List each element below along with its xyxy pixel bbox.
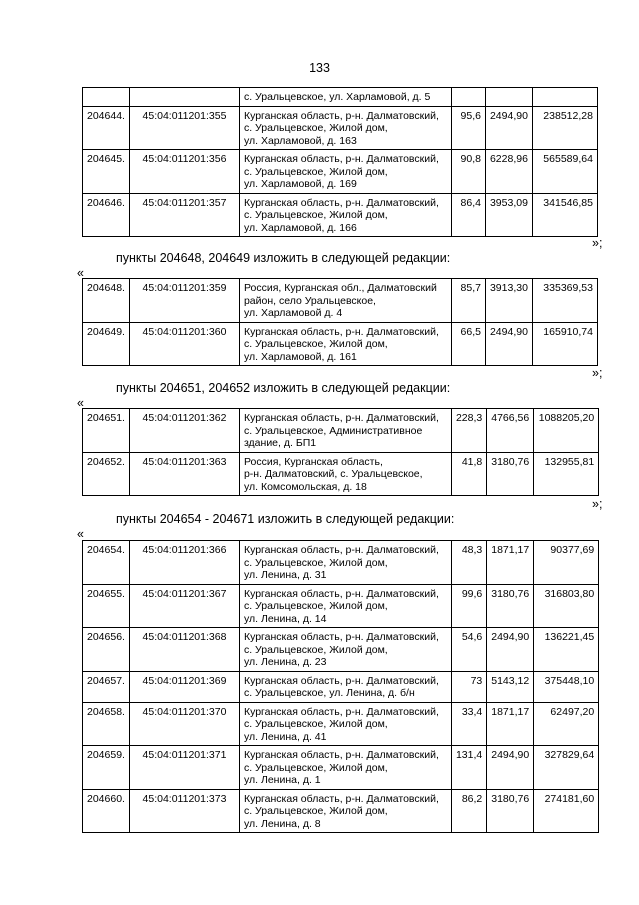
instruction-2: пункты 204651, 204652 изложить в следующей редакции: xyxy=(116,381,451,395)
property-table-4 xyxy=(82,540,599,833)
table-body xyxy=(83,541,599,833)
area-cell: 48,3 xyxy=(451,541,486,585)
area-cell: 86,4 xyxy=(451,193,485,237)
address-line: ул. Ленина, д. 14 xyxy=(243,612,327,625)
address-line: с. Уральцевское, Жилой дом, xyxy=(243,209,388,221)
address-line: здание, д. БП1 xyxy=(243,437,317,449)
area-cell: 131,4 xyxy=(451,746,486,790)
cadastral-value-cell: 132955,81 xyxy=(534,452,599,496)
cadastral-number-cell: 45:04:011201:370 xyxy=(129,702,239,746)
address-line: Курганская область, р-н. Далматовский, xyxy=(243,749,439,761)
cadastral-value-cell: 1088205,20 xyxy=(534,409,599,453)
item-number-cell: 204655. xyxy=(83,584,130,628)
address-line: ул. Ленина, д. 41 xyxy=(243,730,327,743)
property-table-3 xyxy=(82,408,599,496)
unit-value-cell: 1871,17 xyxy=(487,541,534,585)
area-cell: 54,6 xyxy=(451,628,486,672)
unit-value-cell: 3180,76 xyxy=(487,789,534,833)
address-cell xyxy=(239,671,451,702)
address-cell xyxy=(239,409,451,453)
address-line: с. Уральцевское, Жилой дом, xyxy=(243,805,388,817)
address-line: р-н. Далматовский, с. Уральцевское, xyxy=(243,468,423,480)
address-line: район, село Уральцевское, xyxy=(243,294,376,307)
address-line: Россия, Курганская обл., Далматовский xyxy=(243,282,437,294)
address-line: с. Уральцевское, Жилой дом, xyxy=(243,556,388,569)
cadastral-value-cell: 335369,53 xyxy=(532,279,597,323)
address-line: ул. Ленина, д. 8 xyxy=(243,817,321,830)
table-body xyxy=(83,279,598,366)
address-line: Курганская область, р-н. Далматовский, xyxy=(243,153,439,165)
page-number: 133 xyxy=(309,61,330,75)
address-cell xyxy=(239,789,451,833)
address-line: Курганская область, р-н. Далматовский, xyxy=(243,705,439,718)
cadastral-value-cell: 274181,60 xyxy=(534,789,599,833)
cadastral-number-cell: 45:04:011201:366 xyxy=(129,541,239,585)
closing-quote-2: »; xyxy=(592,366,603,380)
table-row xyxy=(83,452,599,496)
address-line: Курганская область, р-н. Далматовский, xyxy=(243,674,439,687)
cadastral-number-cell: 45:04:011201:357 xyxy=(129,193,239,237)
unit-value-cell: 2494,90 xyxy=(487,746,534,790)
cadastral-number-cell xyxy=(129,88,239,107)
address-line: Курганская область, р-н. Далматовский, xyxy=(243,587,439,600)
table-row xyxy=(83,150,598,194)
unit-value-cell: 2494,90 xyxy=(487,628,534,672)
address-line: ул. Ленина, д. 23 xyxy=(243,656,327,668)
item-number-cell xyxy=(83,88,130,107)
unit-value-cell: 2494,90 xyxy=(485,322,532,366)
address-cell xyxy=(239,452,451,496)
address-line: ул. Комсомольская, д. 18 xyxy=(243,480,367,493)
area-cell xyxy=(451,88,485,107)
cadastral-value-cell: 375448,10 xyxy=(534,671,599,702)
table-row xyxy=(83,628,599,672)
unit-value-cell: 6228,96 xyxy=(485,150,532,194)
item-number-cell: 204659. xyxy=(83,746,130,790)
cadastral-number-cell: 45:04:011201:371 xyxy=(129,746,239,790)
area-cell: 228,3 xyxy=(451,409,486,453)
area-cell: 86,2 xyxy=(451,789,486,833)
item-number-cell: 204651. xyxy=(83,409,130,453)
address-cell xyxy=(239,322,451,366)
cadastral-number-cell: 45:04:011201:360 xyxy=(129,322,239,366)
item-number-cell: 204652. xyxy=(83,452,130,496)
address-line: Курганская область, р-н. Далматовский, xyxy=(243,631,439,643)
closing-quote-1: »; xyxy=(592,236,603,250)
address-line: с. Уральцевское, Жилой дом, xyxy=(243,338,388,350)
address-line: ул. Ленина, д. 1 xyxy=(243,774,321,786)
address-line: ул. Ленина, д. 31 xyxy=(243,569,327,581)
unit-value-cell: 3180,76 xyxy=(487,452,534,496)
opening-quote-2: « xyxy=(77,396,84,410)
unit-value-cell: 3913,30 xyxy=(485,279,532,323)
address-line: Россия, Курганская область, xyxy=(243,455,383,468)
property-table-2 xyxy=(82,278,598,366)
item-number-cell: 204644. xyxy=(83,106,130,150)
area-cell: 90,8 xyxy=(451,150,485,194)
cadastral-number-cell: 45:04:011201:368 xyxy=(129,628,239,672)
cadastral-value-cell: 316803,80 xyxy=(534,584,599,628)
cadastral-value-cell: 327829,64 xyxy=(534,746,599,790)
cadastral-value-cell: 62497,20 xyxy=(534,702,599,746)
table-row xyxy=(83,789,599,833)
unit-value-cell xyxy=(485,88,532,107)
address-cell xyxy=(239,584,451,628)
address-line: ул. Харламовой, д. 166 xyxy=(243,221,357,234)
address-cell xyxy=(239,150,451,194)
item-number-cell: 204645. xyxy=(83,150,130,194)
address-line: с. Уральцевское, Жилой дом, xyxy=(243,761,388,774)
address-line: ул. Харламовой, д. 161 xyxy=(243,350,357,363)
address-line: ул. Харламовой, д. 169 xyxy=(243,178,357,190)
table-row xyxy=(83,746,599,790)
table-row xyxy=(83,702,599,746)
area-cell: 41,8 xyxy=(451,452,486,496)
area-cell: 95,6 xyxy=(451,106,485,150)
address-line: с. Уральцевское, ул. Харламовой, д. 5 xyxy=(243,91,431,103)
table-row xyxy=(83,541,599,585)
address-cell xyxy=(239,702,451,746)
cadastral-value-cell xyxy=(532,88,597,107)
item-number-cell: 204654. xyxy=(83,541,130,585)
table-row xyxy=(83,409,599,453)
address-cell xyxy=(239,746,451,790)
address-cell xyxy=(239,88,451,107)
table-row xyxy=(83,106,598,150)
table-row xyxy=(83,671,599,702)
table-body xyxy=(83,88,598,237)
address-line: с. Уральцевское, ул. Ленина, д. б/н xyxy=(243,687,415,699)
table-row xyxy=(83,279,598,323)
table-row xyxy=(83,193,598,237)
property-table-1 xyxy=(82,87,598,237)
address-line: Курганская область, р-н. Далматовский, xyxy=(243,792,439,805)
address-line: Курганская область, р-н. Далматовский, xyxy=(243,412,439,424)
table-row xyxy=(83,584,599,628)
item-number-cell: 204649. xyxy=(83,322,130,366)
address-line: с. Уральцевское, Жилой дом, xyxy=(243,600,388,612)
item-number-cell: 204648. xyxy=(83,279,130,323)
item-number-cell: 204646. xyxy=(83,193,130,237)
area-cell: 99,6 xyxy=(451,584,486,628)
unit-value-cell: 3953,09 xyxy=(485,193,532,237)
address-line: с. Уральцевское, Жилой дом, xyxy=(243,122,388,134)
table-row xyxy=(83,88,598,107)
address-line: с. Уральцевское, Жилой дом, xyxy=(243,718,388,730)
address-line: с. Уральцевское, Жилой дом, xyxy=(243,643,388,656)
opening-quote-1: « xyxy=(77,266,84,280)
item-number-cell: 204658. xyxy=(83,702,130,746)
cadastral-value-cell: 90377,69 xyxy=(534,541,599,585)
area-cell: 33,4 xyxy=(451,702,486,746)
address-line: Курганская область, р-н. Далматовский, xyxy=(243,325,439,338)
unit-value-cell: 5143,12 xyxy=(487,671,534,702)
opening-quote-3: « xyxy=(77,527,84,541)
unit-value-cell: 2494,90 xyxy=(485,106,532,150)
item-number-cell: 204657. xyxy=(83,671,130,702)
cadastral-number-cell: 45:04:011201:359 xyxy=(129,279,239,323)
cadastral-value-cell: 565589,64 xyxy=(532,150,597,194)
address-line: с. Уральцевское, Административное xyxy=(243,424,423,437)
cadastral-number-cell: 45:04:011201:362 xyxy=(129,409,239,453)
table-body xyxy=(83,409,599,496)
address-cell xyxy=(239,628,451,672)
instruction-1: пункты 204648, 204649 изложить в следующей редакции: xyxy=(116,251,451,265)
cadastral-number-cell: 45:04:011201:356 xyxy=(129,150,239,194)
address-cell xyxy=(239,279,451,323)
address-cell xyxy=(239,541,451,585)
address-line: с. Уральцевское, Жилой дом, xyxy=(243,165,388,178)
address-line: Курганская область, р-н. Далматовский, xyxy=(243,544,439,556)
closing-quote-3: »; xyxy=(592,497,603,511)
address-line: Курганская область, р-н. Далматовский, xyxy=(243,109,439,122)
address-line: Курганская область, р-н. Далматовский, xyxy=(243,196,439,209)
cadastral-number-cell: 45:04:011201:367 xyxy=(129,584,239,628)
item-number-cell: 204656. xyxy=(83,628,130,672)
unit-value-cell: 1871,17 xyxy=(487,702,534,746)
cadastral-value-cell: 136221,45 xyxy=(534,628,599,672)
area-cell: 85,7 xyxy=(451,279,485,323)
item-number-cell: 204660. xyxy=(83,789,130,833)
address-line: ул. Харламовой д. 4 xyxy=(243,307,343,319)
cadastral-number-cell: 45:04:011201:373 xyxy=(129,789,239,833)
address-cell xyxy=(239,106,451,150)
instruction-3: пункты 204654 - 204671 изложить в следующей редакции: xyxy=(116,512,455,526)
cadastral-number-cell: 45:04:011201:363 xyxy=(129,452,239,496)
cadastral-value-cell: 165910,74 xyxy=(532,322,597,366)
area-cell: 73 xyxy=(451,671,486,702)
cadastral-value-cell: 238512,28 xyxy=(532,106,597,150)
area-cell: 66,5 xyxy=(451,322,485,366)
cadastral-number-cell: 45:04:011201:369 xyxy=(129,671,239,702)
unit-value-cell: 4766,56 xyxy=(487,409,534,453)
cadastral-number-cell: 45:04:011201:355 xyxy=(129,106,239,150)
table-row xyxy=(83,322,598,366)
address-cell xyxy=(239,193,451,237)
address-line: ул. Харламовой, д. 163 xyxy=(243,134,357,147)
unit-value-cell: 3180,76 xyxy=(487,584,534,628)
cadastral-value-cell: 341546,85 xyxy=(532,193,597,237)
